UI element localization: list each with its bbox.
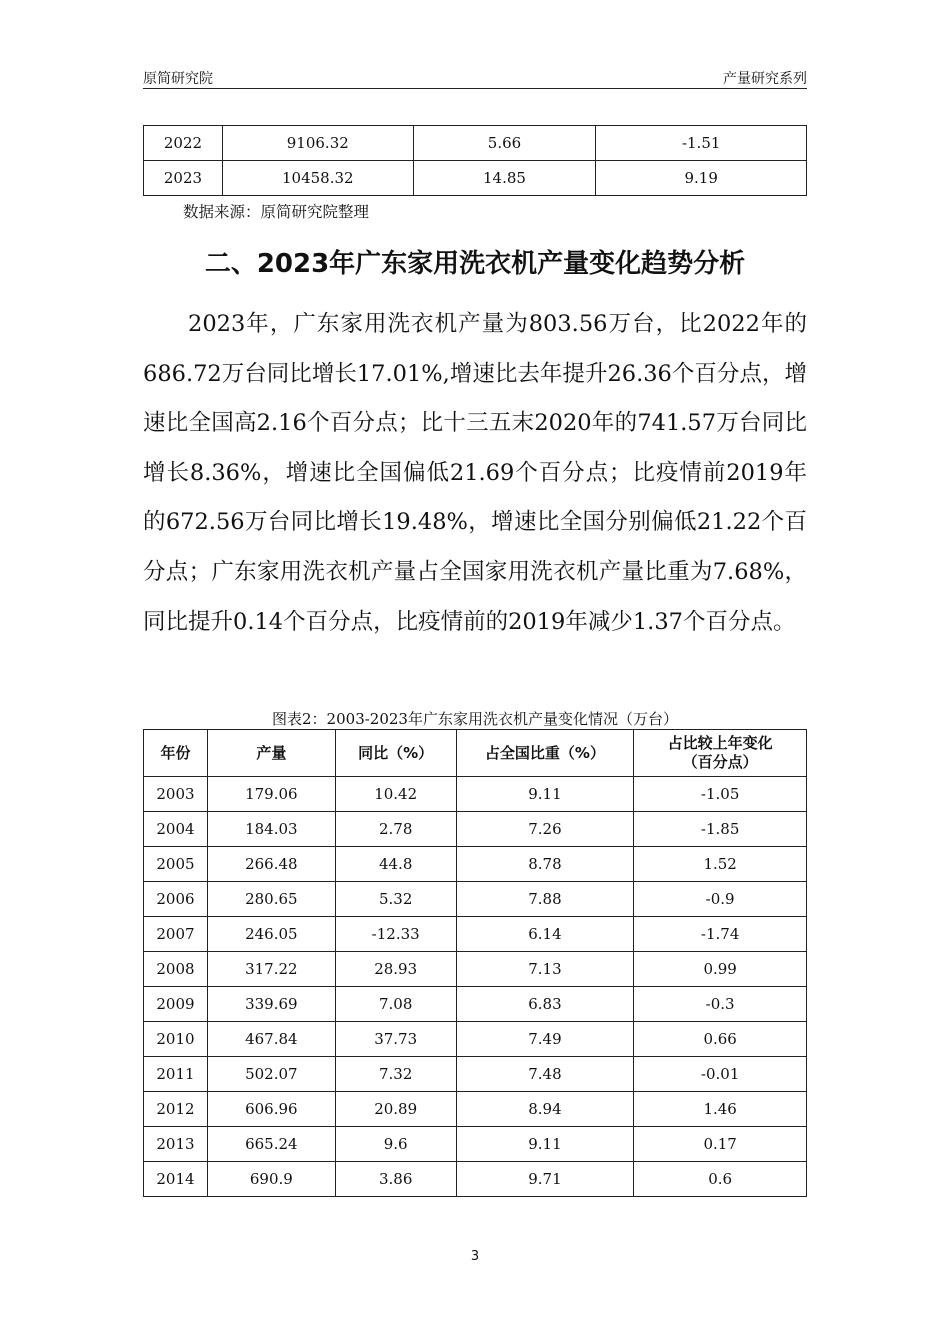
table-row [144,882,807,917]
table-cell: 7.32 [335,1057,456,1092]
table-cell: 2003 [144,777,208,812]
table-cell: 2012 [144,1092,208,1127]
table-cell: 8.94 [456,1092,634,1127]
table-cell: 502.07 [207,1057,335,1092]
table-cell: 317.22 [207,952,335,987]
table-cell: 10.42 [335,777,456,812]
table-row [144,126,807,161]
header-series-name: 产量研究系列 [723,71,807,87]
table-row [144,987,807,1022]
table-cell: 2004 [144,812,208,847]
table-cell: -0.3 [634,987,807,1022]
table-cell: 6.14 [456,917,634,952]
table-cell: 7.48 [456,1057,634,1092]
production-table [143,729,807,1197]
table-cell: 2008 [144,952,208,987]
table-cell: -1.74 [634,917,807,952]
table-cell: 0.66 [634,1022,807,1057]
table-header-row [144,730,807,777]
table-cell: 0.17 [634,1127,807,1162]
table-row [144,777,807,812]
table-cell: 7.88 [456,882,634,917]
table-cell: 339.69 [207,987,335,1022]
table-cell: 44.8 [335,847,456,882]
table-cell: -1.51 [596,126,807,161]
table-cell: 2.78 [335,812,456,847]
table-cell: 467.84 [207,1022,335,1057]
table-cell: -0.9 [634,882,807,917]
header-line: （百分点） [682,753,758,771]
table-caption: 图表2：2003-2023年广东家用洗衣机产量变化情况（万台） [272,710,678,728]
table-cell: 2010 [144,1022,208,1057]
table-cell: 2005 [144,847,208,882]
table-cell: 9.11 [456,1127,634,1162]
table-cell: 0.99 [634,952,807,987]
table-cell: 184.03 [207,812,335,847]
table-cell: 2011 [144,1057,208,1092]
table-row [144,952,807,987]
table-cell: 5.66 [413,126,596,161]
table-cell: 6.83 [456,987,634,1022]
table-cell: 690.9 [207,1162,335,1197]
data-source-note: 数据来源：原简研究院整理 [183,203,370,221]
table-cell: 9.71 [456,1162,634,1197]
table-cell: 37.73 [335,1022,456,1057]
table-cell: 7.08 [335,987,456,1022]
table-cell: 606.96 [207,1092,335,1127]
table-cell: 9.6 [335,1127,456,1162]
table-cell: -1.85 [634,812,807,847]
table-row [144,1022,807,1057]
column-header-yoy: 同比（%） [335,730,456,777]
table-cell: 7.49 [456,1022,634,1057]
table-row [144,917,807,952]
header-line: 占比较上年变化 [667,734,773,752]
table-cell: 3.86 [335,1162,456,1197]
table-row [144,812,807,847]
table-cell: 1.46 [634,1092,807,1127]
page-header [143,64,807,89]
table-cell: 665.24 [207,1127,335,1162]
table-cell: 28.93 [335,952,456,987]
column-header-year: 年份 [144,730,208,777]
table-cell: 2022 [144,126,223,161]
header-org-name: 原简研究院 [143,71,213,87]
table-row [144,1057,807,1092]
table-cell: 7.13 [456,952,634,987]
table-cell: 1.52 [634,847,807,882]
table-cell: -0.01 [634,1057,807,1092]
table-body [144,777,807,1197]
table-cell: 2014 [144,1162,208,1197]
table-cell: -12.33 [335,917,456,952]
column-header-output: 产量 [207,730,335,777]
body-paragraph: 2023年，广东家用洗衣机产量为803.56万台，比2022年的686.72万台同比增长17.01%,增速比去年提升26.36个百分点，增速比全国高2.16个百分点；比十三五末2020年的741.57万台同比增长8.36%，增速比全国偏低21.69个百分点；比疫情前2019年的672.56万台同比增长19.48%，增速比全国分别偏低21.22个百分点；广东家用洗衣机产量占全国家用洗衣机产量比重为7.68%，同比提升0.14个百分点，比疫情前的2019年减少1.37个百分点。 [143,311,807,635]
table-cell: 9.19 [596,161,807,196]
table-cell: 9106.32 [222,126,413,161]
table-cell: 9.11 [456,777,634,812]
continued-table [143,125,807,196]
table-cell: 7.26 [456,812,634,847]
table-cell: 179.06 [207,777,335,812]
column-header-national-share: 占全国比重（%） [456,730,634,777]
table-cell: 10458.32 [222,161,413,196]
table-row [144,1092,807,1127]
table-cell: 280.65 [207,882,335,917]
table-row [144,161,807,196]
table-row [144,1162,807,1197]
table-cell: 2009 [144,987,208,1022]
table-cell: 2013 [144,1127,208,1162]
table-cell: 20.89 [335,1092,456,1127]
table-cell: 8.78 [456,847,634,882]
table-cell: 246.05 [207,917,335,952]
table-cell: -1.05 [634,777,807,812]
section-heading: 二、2023年广东家用洗衣机产量变化趋势分析 [204,249,746,279]
column-header-share-change [634,730,807,777]
table-cell: 266.48 [207,847,335,882]
page-number: 3 [470,1249,480,1264]
table-cell: 5.32 [335,882,456,917]
table-row [144,847,807,882]
table-cell: 0.6 [634,1162,807,1197]
table-cell: 2023 [144,161,223,196]
table-cell: 14.85 [413,161,596,196]
table-cell: 2007 [144,917,208,952]
table-cell: 2006 [144,882,208,917]
table-row [144,1127,807,1162]
